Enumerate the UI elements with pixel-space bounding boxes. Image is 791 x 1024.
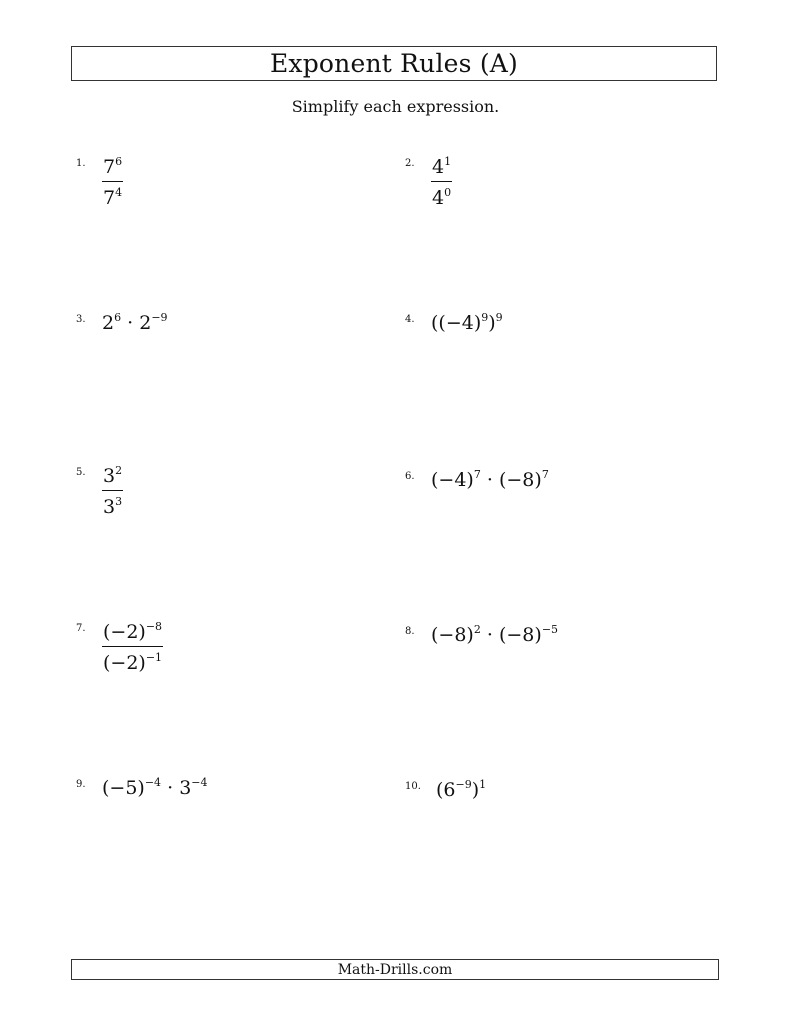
problem-expression xyxy=(102,465,123,518)
worksheet-title xyxy=(71,46,717,81)
footer xyxy=(71,959,719,980)
problem-expression: $((-4)^9)^9$ xyxy=(431,311,503,334)
problem-expression: $(6^{-9})^1$ xyxy=(436,778,487,801)
problem-5 xyxy=(76,465,123,518)
instructions: Simplify each expression. xyxy=(291,97,500,116)
problem-number: 8. xyxy=(405,626,415,637)
numerator: $(-2)^{-8}$ xyxy=(103,620,163,643)
problem-8 xyxy=(405,624,558,646)
problem-expression: $2^6 \cdot 2^{-9}$ xyxy=(102,311,168,334)
problem-expression xyxy=(102,621,163,674)
denominator: $(-2)^{-1}$ xyxy=(102,646,163,674)
footer-text: Math-Drills.com xyxy=(337,961,453,978)
problem-3 xyxy=(76,312,168,334)
problem-expression xyxy=(431,156,452,209)
worksheet-title-text: Exponent Rules (A) xyxy=(269,49,519,78)
problem-number: 10. xyxy=(405,781,421,792)
fraction xyxy=(102,621,163,674)
problem-4 xyxy=(405,312,503,334)
problem-number: 2. xyxy=(405,158,415,169)
numerator: $4^1$ xyxy=(432,155,452,178)
problem-expression: $(-8)^2 \cdot (-8)^{-5}$ xyxy=(431,623,559,646)
problem-number: 9. xyxy=(76,779,86,790)
fraction xyxy=(102,465,123,518)
problem-9 xyxy=(76,777,208,799)
denominator: $7^4$ xyxy=(102,181,123,209)
problem-number: 3. xyxy=(76,314,86,325)
denominator: $3^3$ xyxy=(102,490,123,518)
fraction xyxy=(102,156,123,209)
numerator: $7^6$ xyxy=(103,155,123,178)
problem-number: 5. xyxy=(76,467,86,478)
problem-7 xyxy=(76,621,163,674)
problem-number: 6. xyxy=(405,471,415,482)
problem-number: 7. xyxy=(76,623,86,634)
problem-6 xyxy=(405,469,549,491)
problem-10 xyxy=(405,779,486,801)
problem-expression: $(-4)^7 \cdot (-8)^7$ xyxy=(431,468,549,491)
problem-2 xyxy=(405,156,452,209)
problem-number: 1. xyxy=(76,158,86,169)
fraction xyxy=(431,156,452,209)
problem-number: 4. xyxy=(405,314,415,325)
problem-expression xyxy=(102,156,123,209)
denominator: $4^0$ xyxy=(431,181,452,209)
problem-1 xyxy=(76,156,123,209)
numerator: $3^2$ xyxy=(103,464,123,487)
problem-expression: $(-5)^{-4} \cdot 3^{-4}$ xyxy=(102,776,208,799)
